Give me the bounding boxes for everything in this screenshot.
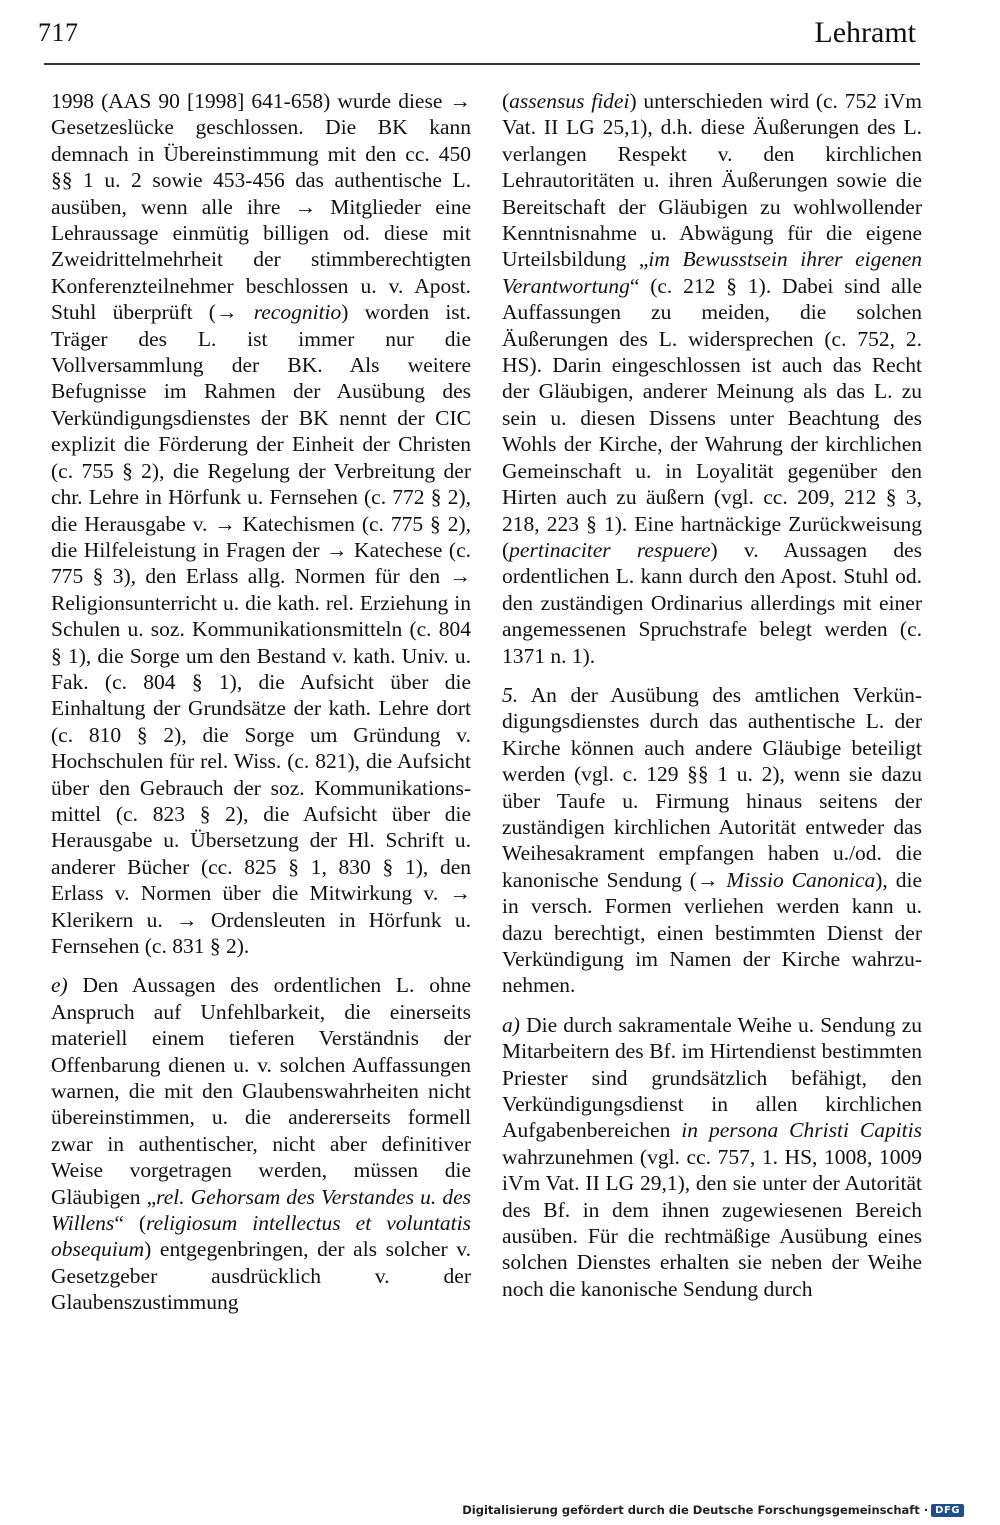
section-label-5: 5.: [502, 682, 519, 707]
digitization-credit: [462, 1503, 964, 1517]
page-number: 717: [38, 18, 79, 47]
digitization-credit-text: Digitalisierung gefördert durch die Deutsche Forschungsgemeinschaft ·: [462, 1503, 929, 1517]
paragraph-a-priests: a) Die durch sakramentale Weihe u. Sendung zu Mitarbeitern des Bf. im Hirtendienst bestimmten Priester sind grundsätzlich befähigt, den Verkündigungsdienst in allen kirchlichen Aufgabenbereichen in persona Christi Capitis wahrzunehmen (vgl. cc. 757, 1. HS, 1008, 1009 iVm Vat. II LG 29,1), den sie unter der Autorität des Bf. in dem ihnen zugewiesenen Bereich ausüben. Für die rechtmäßige Ausübung eines solchen Dienstes erhalten sie neben der Weihe noch die kanonische Sendung durch: [502, 1012, 923, 1301]
section-label-e: e): [51, 973, 68, 998]
paragraph-assensus-fidei: (assensus fidei) unterschieden wird (c. 752 iVm Vat. II LG 25,1), d.h. diese Äußerungen des L. verlangen Respekt v. den kirchlichen Lehrautoritäten u. ihren Äußerungen sowie die Bereitschaft der Gläubigen zu wohlwollender Kenntnisnahme u. Abwägung für die eigene Urteilsbildung „im Bewusstsein ihrer eigenen Verantwortung“ (c. 212 § 1). Dabei sind alle Auffassungen zu meiden, die solchen Äußerungen des L. widersprechen (c. 752, 2. HS). Darin eingeschlossen ist auch das Recht der Gläubigen, anderer Meinung als das L. zu sein u. diesen Dissens unter Beachtung des Wohls der Kirche, der Wahrung der kirchlichen Gemeinschaft u. in Loyalität gegenüber den Hirten auch zu äußern (vgl. cc. 209, 212 § 3, 218, 223 § 1). Eine hartnäckige Zurückweisung (pertinaciter respuere) v. Aussagen des ordentlichen L. kann durch den Apost. Stuhl od. den zuständigen Ordinarius allerdings mit einer angemessenen Spruchstrafe belegt werden (c. 1371 n. 1).: [502, 89, 922, 668]
running-head: Lehramt: [814, 16, 916, 49]
header-rule: [44, 63, 920, 65]
paragraph-e-ordinary-magisterium: e) Den Aussagen des ordentlichen L. ohne Anspruch auf Unfehlbarkeit, die einerseits materiell einem tieferen Verständnis der Offenbarung dienen u. v. solchen Auffassungen warnen, die mit den Glaubenswahrheiten nicht übereinstimmen, u. die andererseits formell zwar in authentischer, nicht aber definitiver Weise vorgetragen werden, müssen die Gläubigen „rel. Gehorsam des Verstandes u. des Willens“ (religiosum intellectus et voluntatis obsequium) entgegenbringen, der als solcher v. Gesetzgeber ausdrücklich v. der Glaubenszustimmung: [51, 973, 471, 1315]
right-column: [502, 88, 922, 1302]
dfg-logo: DFG: [931, 1504, 964, 1517]
left-column: [51, 88, 471, 1316]
section-label-a: a): [502, 1012, 520, 1037]
paragraph-5-participation: 5. An der Ausübung des amtlichen Verkündigungsdienstes durch das authentische L. der Kirche können auch andere Gläubige beteiligt werden (vgl. c. 129 §§ 1 u. 2), wenn sie dazu über Taufe u. Firmung hinaus seitens der zuständigen kirchlichen Autorität entweder das Weihesakrament empfangen haben u./od. die kanonische Sendung (→ Missio Canonica), die in versch. Formen verliehen werden kann u. dazu berechtigt, einen bestimmten Dienst der Verkündigung im Namen der Kirche wahrzunehmen.: [502, 682, 922, 998]
paragraph-bk-competences: 1998 (AAS 90 [1998] 641-658) wurde diese → Gesetzeslücke geschlossen. Die BK kann demnach in Übereinstimmung mit den cc. 450 §§ 1 u. 2 sowie 453-456 das authentische L. ausüben, wenn alle ihre → Mitglieder eine Lehraussage einmütig billigen od. diese mit Zweidrittelmehrheit der stimmberechtigten Konferenzteilnehmer beschlossen u. v. Apost. Stuhl überprüft (→ recognitio) worden ist. Träger des L. ist immer nur die Vollversammlung der BK. Als weitere Befugnisse im Rahmen der Ausübung des Verkündigungsdienstes der BK nennt der CIC explizit die Förderung der Einheit der Christen (c. 755 § 2), die Regelung der Verbreitung der chr. Lehre in Hörfunk u. Fernsehen (c. 772 § 2), die Herausgabe v. → Katechismen (c. 775 § 2), die Hilfeleistung in Fragen der → Katechese (c. 775 § 3), den Erlass allg. Normen für den → Religionsunterricht u. die kath. rel. Erziehung in Schulen u. soz. Kommunikationsmitteln (c. 804 § 1), die Sorge um den Bestand v. kath. Univ. u. Fak. (c. 804 § 1), die Aufsicht über die Einhaltung der Grundsätze der kath. Lehre dort (c. 810 § 2), die Sorge um Gründung v. Hochschulen für rel. Wiss. (c. 821), die Aufsicht über den Gebrauch der soz. Kommunikationsmittel (c. 823 § 2), die Aufsicht über die Herausgabe u. Übersetzung der Hl. Schrift u. anderer Bücher (cc. 825 § 1, 830 § 1), den Erlass v. Normen über die Mitwirkung v. → Klerikern u. → Ordensleuten in Hörfunk u. Fernsehen (c. 831 § 2).: [51, 89, 472, 958]
